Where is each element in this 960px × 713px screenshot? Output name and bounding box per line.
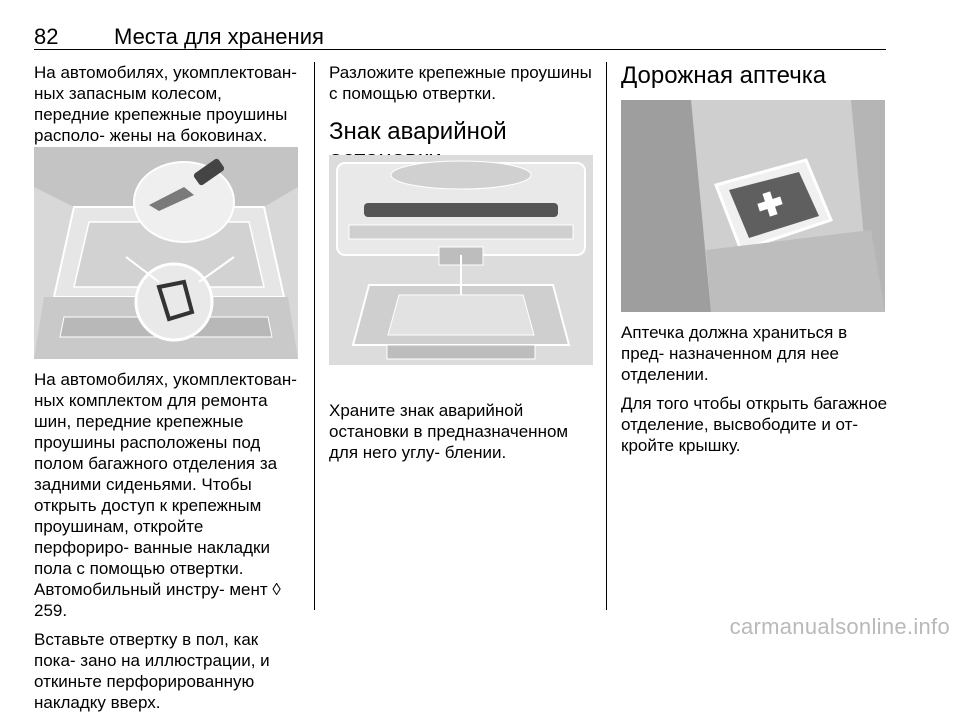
- paragraph: Для того чтобы открыть багажное отделение, высвободите и от- кройте крышку.: [621, 394, 888, 455]
- paragraph: Аптечка должна храниться в пред- назначенном для нее отделении.: [621, 323, 848, 384]
- paragraph: На автомобилях, укомплектован- ных запасным колесом, передние крепежные проушины располо- жены на боковинах.: [34, 63, 297, 145]
- section-heading: Знак аварийной: [329, 118, 507, 145]
- paragraph: Вставьте отвертку в пол, как пока- зано на иллюстрации, и откиньте перфорированную накладку вверх.: [34, 630, 270, 712]
- column-divider: [314, 62, 315, 610]
- column-divider: [606, 62, 607, 610]
- page-number: 82: [34, 24, 59, 49]
- section-title: Места для хранения: [114, 24, 324, 49]
- paragraph: Храните знак аварийной остановки в предназначенном для него углу- блении.: [329, 401, 569, 462]
- paragraph: На автомобилях, укомплектован- ных комплектом для ремонта шин, передние крепежные проушины расположены под полом багажного отделения за задними сиденьями. Чтобы открыть доступ к крепежным проушинам, откройте перфориро- ванные накладки пола с помощью отвертки. Автомобильный инстру- мент ◊ 259.: [34, 370, 297, 620]
- first-aid-kit-illustration: [621, 100, 885, 312]
- watermark: carmanualsonline.info: [729, 614, 950, 639]
- page-header: [34, 18, 886, 50]
- cargo-floor-illustration: [34, 147, 298, 359]
- warning-triangle-illustration: [329, 155, 593, 365]
- header-rule: [34, 49, 886, 50]
- paragraph: Разложите крепежные проушины с помощью отвертки.: [329, 63, 592, 103]
- section-heading: Дорожная аптечка: [621, 62, 827, 89]
